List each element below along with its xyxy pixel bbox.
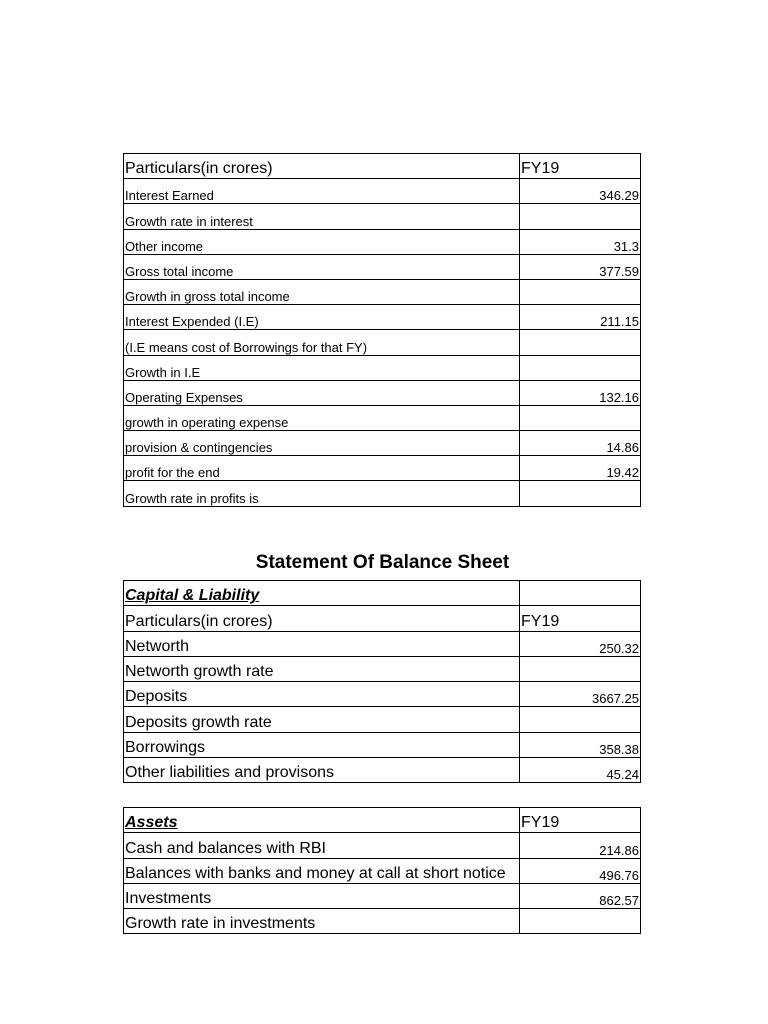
row-label: Interest Expended (I.E) [124, 305, 520, 330]
row-label: Deposits [124, 682, 520, 707]
row-value: 862.57 [520, 883, 641, 908]
row-label: Deposits growth rate [124, 707, 520, 732]
section-heading: Capital & Liability [124, 581, 520, 606]
header-fy: FY19 [520, 154, 641, 179]
table-row [124, 883, 641, 908]
row-label: Growth rate in profits is [124, 481, 520, 506]
table-header-row [124, 606, 641, 631]
empty-cell [520, 581, 641, 606]
row-value [520, 355, 641, 380]
row-value: 496.76 [520, 858, 641, 883]
row-label: provision & contingencies [124, 431, 520, 456]
row-value: 31.3 [520, 229, 641, 254]
row-label: Cash and balances with RBI [124, 833, 520, 858]
row-value: 214.86 [520, 833, 641, 858]
row-value: 346.29 [520, 179, 641, 204]
table-row [124, 279, 641, 304]
row-label: profit for the end [124, 456, 520, 481]
table-row [124, 682, 641, 707]
table-row [124, 380, 641, 405]
row-value [520, 909, 641, 934]
table-row [124, 481, 641, 506]
row-label: Balances with banks and money at call at short notice [124, 858, 520, 883]
row-label: Other liabilities and provisons [124, 758, 520, 783]
table-row [124, 732, 641, 757]
row-label: Investments [124, 883, 520, 908]
table-header-row [124, 154, 641, 179]
section-heading-row [124, 581, 641, 606]
table-row [124, 656, 641, 681]
row-value [520, 279, 641, 304]
row-label: Borrowings [124, 732, 520, 757]
header-fy: FY19 [520, 808, 641, 833]
row-value: 19.42 [520, 456, 641, 481]
row-value: 211.15 [520, 305, 641, 330]
row-label: Growth rate in investments [124, 909, 520, 934]
balance-sheet-title: Statement Of Balance Sheet [255, 552, 510, 573]
row-label: Networth [124, 631, 520, 656]
row-label: Interest Earned [124, 179, 520, 204]
table-row [124, 631, 641, 656]
row-value [520, 204, 641, 229]
row-value: 358.38 [520, 732, 641, 757]
row-value: 132.16 [520, 380, 641, 405]
table-row [124, 229, 641, 254]
balance-sheet-table [123, 580, 641, 783]
table-row [124, 330, 641, 355]
row-label: Networth growth rate [124, 656, 520, 681]
row-label: Growth rate in interest [124, 204, 520, 229]
table-row [124, 305, 641, 330]
row-value [520, 330, 641, 355]
table-row [124, 858, 641, 883]
row-value: 45.24 [520, 758, 641, 783]
row-value: 3667.25 [520, 682, 641, 707]
table-row [124, 707, 641, 732]
table-row [124, 431, 641, 456]
row-value [520, 481, 641, 506]
row-value: 14.86 [520, 431, 641, 456]
row-value [520, 707, 641, 732]
header-label: Particulars(in crores) [124, 606, 520, 631]
table-row [124, 254, 641, 279]
row-value [520, 656, 641, 681]
table-row [124, 405, 641, 430]
row-label: growth in operating expense [124, 405, 520, 430]
income-table [123, 153, 641, 507]
row-label: Gross total income [124, 254, 520, 279]
row-label: Operating Expenses [124, 380, 520, 405]
row-label: Growth in I.E [124, 355, 520, 380]
table-row [124, 355, 641, 380]
header-fy: FY19 [520, 606, 641, 631]
table-row [124, 179, 641, 204]
assets-table [123, 807, 641, 934]
row-label: (I.E means cost of Borrowings for that FY) [124, 330, 520, 355]
row-value: 377.59 [520, 254, 641, 279]
table-row [124, 204, 641, 229]
row-value: 250.32 [520, 631, 641, 656]
table-header-row [124, 808, 641, 833]
table-row [124, 909, 641, 934]
row-label: Growth in gross total income [124, 279, 520, 304]
table-row [124, 833, 641, 858]
assets-heading: Assets [124, 808, 520, 833]
header-label: Particulars(in crores) [124, 154, 520, 179]
table-row [124, 456, 641, 481]
table-row [124, 758, 641, 783]
row-value [520, 405, 641, 430]
row-label: Other income [124, 229, 520, 254]
